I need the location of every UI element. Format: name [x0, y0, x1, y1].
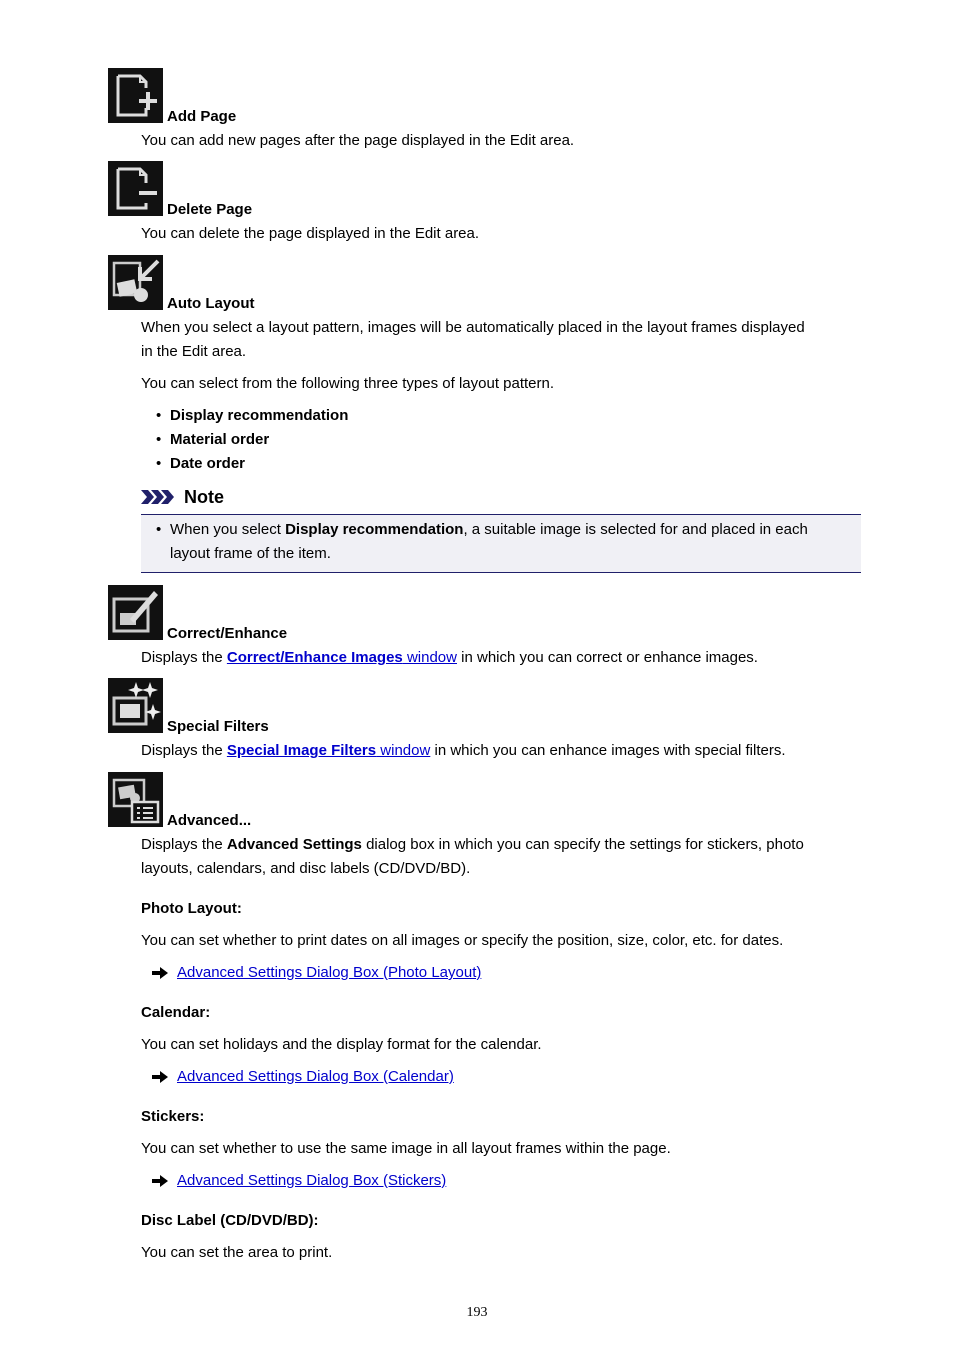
correct-enhance-icon — [108, 585, 163, 640]
note-heading: Note — [184, 487, 224, 507]
layout-type-material-order: Material order — [170, 431, 270, 448]
correct-enhance-images-link[interactable]: Correct/Enhance Images window — [226, 649, 457, 666]
auto-layout-title: Auto Layout — [167, 295, 255, 312]
advanced-icon — [108, 772, 163, 827]
delete-page-title: Delete Page — [167, 201, 253, 218]
correct-enhance-desc: Displays the Correct/Enhance Images window in which you can correct or enhance images. — [141, 649, 758, 666]
layout-type-date-order: Date order — [170, 455, 246, 472]
calendar-text: You can set holidays and the display format for the calendar. — [141, 1036, 542, 1053]
auto-layout-desc-line1: When you select a layout pattern, images will be automatically placed in the layout frames displayed — [141, 319, 805, 336]
advanced-desc-line2: layouts, calendars, and disc labels (CD/DVD/BD). — [141, 860, 471, 877]
delete-page-desc: You can delete the page displayed in the Edit area. — [141, 225, 480, 242]
advanced-desc-line1: Displays the Advanced Settings dialog box in which you can specify the settings for stickers, photo — [141, 836, 804, 853]
special-filters-title: Special Filters — [167, 718, 269, 735]
photo-layout-heading: Photo Layout: — [141, 900, 242, 917]
photo-layout-text: You can set whether to print dates on all images or specify the position, size, color, etc. for dates. — [141, 932, 784, 949]
page-number: 193 — [466, 1305, 488, 1320]
arrow-right-icon — [152, 966, 168, 978]
layout-type-display-recommendation: Display recommendation — [170, 407, 349, 424]
layout-types-intro: You can select from the following three types of layout pattern. — [141, 375, 555, 392]
special-image-filters-link[interactable]: Special Image Filters window — [226, 742, 431, 759]
stickers-link[interactable]: Advanced Settings Dialog Box (Stickers) — [177, 1172, 447, 1189]
bullet-marker: • — [156, 455, 162, 472]
correct-enhance-title: Correct/Enhance — [167, 625, 288, 642]
auto-layout-desc-line2: in the Edit area. — [141, 343, 247, 360]
photo-layout-link[interactable]: Advanced Settings Dialog Box (Photo Layout) — [177, 964, 482, 981]
arrow-right-icon — [152, 1070, 168, 1082]
calendar-link[interactable]: Advanced Settings Dialog Box (Calendar) — [177, 1068, 454, 1085]
disc-label-text: You can set the area to print. — [141, 1244, 333, 1261]
add-page-desc: You can add new pages after the page displayed in the Edit area. — [141, 132, 575, 149]
add-page-icon — [108, 68, 163, 123]
bullet-marker: • — [156, 431, 162, 448]
note-text-line2: layout frame of the item. — [170, 545, 331, 562]
calendar-heading: Calendar: — [141, 1004, 211, 1021]
arrow-right-icon — [152, 1174, 168, 1186]
bullet-marker: • — [156, 407, 162, 424]
stickers-text: You can set whether to use the same image in all layout frames within the page. — [141, 1140, 671, 1157]
note-text-line1: When you select Display recommendation, a suitable image is selected for and placed in each — [170, 521, 808, 538]
disc-label-heading: Disc Label (CD/DVD/BD): — [141, 1212, 319, 1229]
bullet-marker: • — [156, 521, 162, 538]
note-chevrons-icon — [141, 488, 179, 506]
add-page-title: Add Page — [167, 108, 237, 125]
special-filters-desc: Displays the Special Image Filters window in which you can enhance images with special filters. — [141, 742, 786, 759]
stickers-heading: Stickers: — [141, 1108, 205, 1125]
advanced-title: Advanced... — [167, 812, 252, 829]
auto-layout-icon — [108, 255, 163, 310]
special-filters-icon — [108, 678, 163, 733]
delete-page-icon — [108, 161, 163, 216]
